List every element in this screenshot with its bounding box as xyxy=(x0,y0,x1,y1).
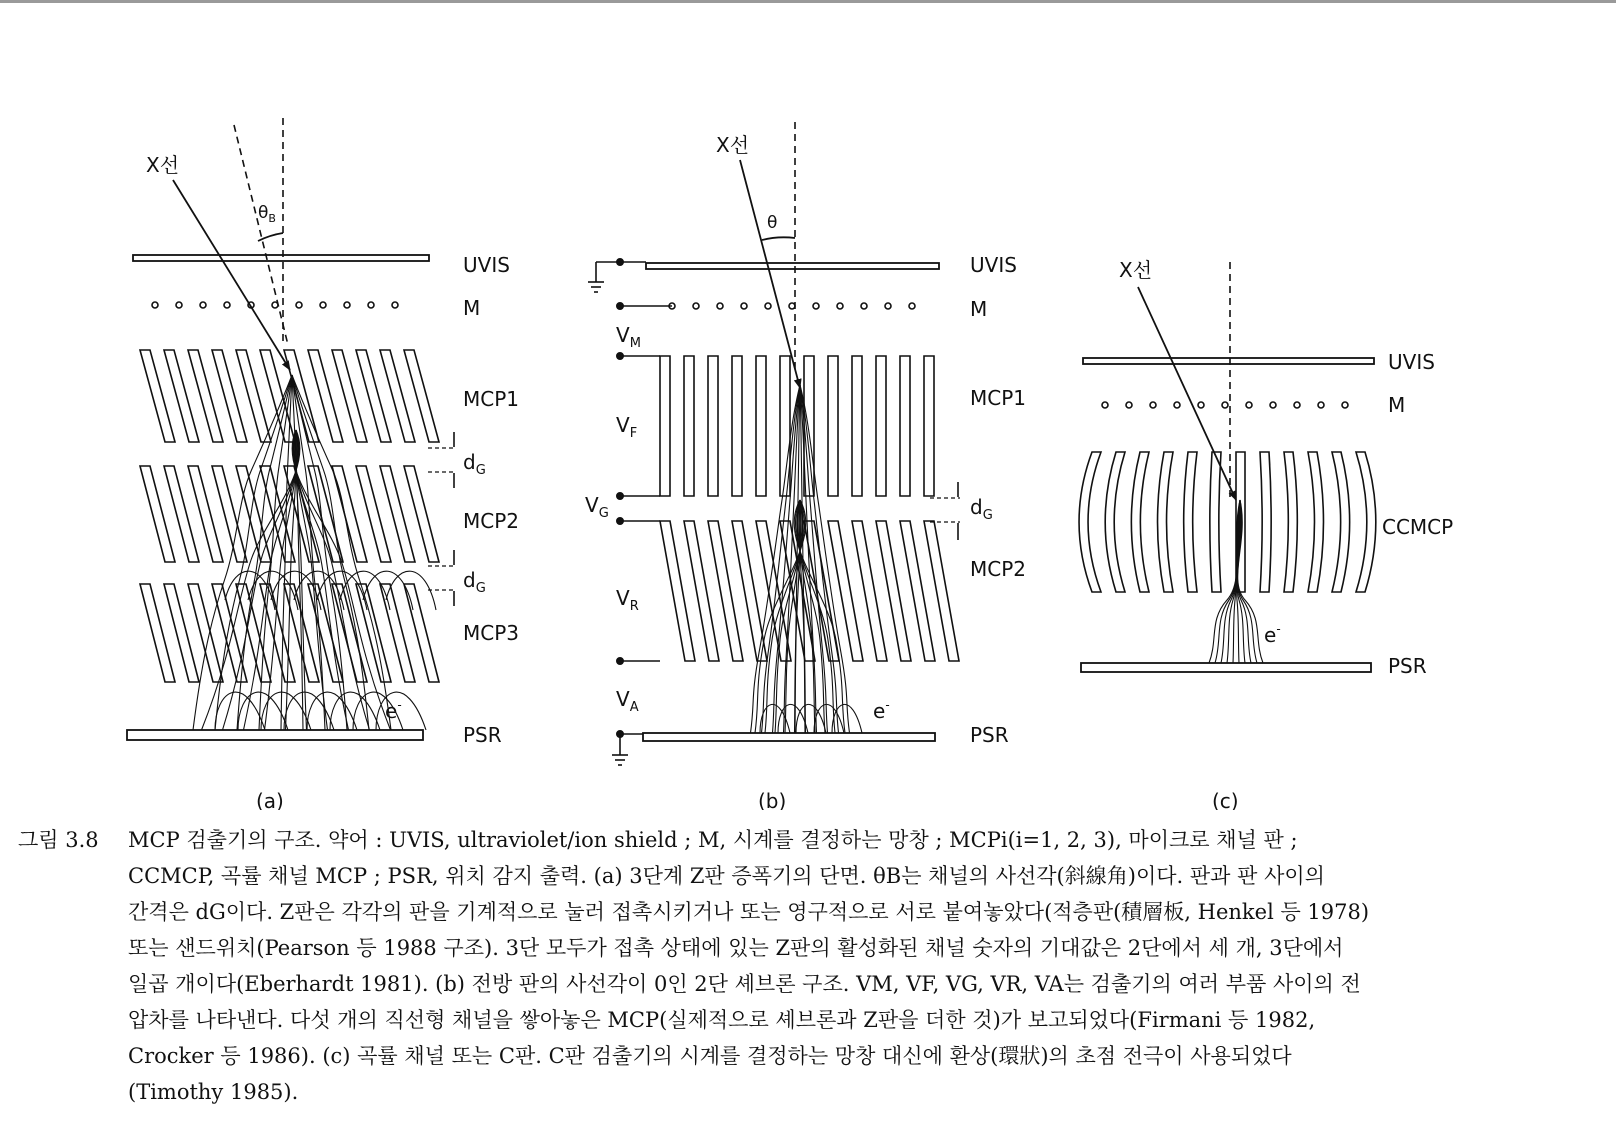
caption-line: 간격은 dG이다. Z판은 각각의 판을 기계적으로 눌러 접촉시키거나 또는 영구적으로 서로 붙여놓았다(적층판(積層板, Henkel 등 1978) xyxy=(128,900,1370,924)
channel-wall xyxy=(876,521,911,661)
panel-b-vg-label: $V_G$ xyxy=(585,493,609,521)
panel-b-dg-label: $d_G$ xyxy=(970,495,993,523)
panel-b-mcp2-label: MCP2 xyxy=(970,557,1027,581)
curved-channel-wall xyxy=(1332,452,1350,592)
channel-wall xyxy=(140,466,175,562)
panel-a-uvis-plate xyxy=(133,255,429,261)
mesh-dot xyxy=(837,303,843,309)
curved-channel-wall xyxy=(1356,452,1376,592)
channel-wall xyxy=(308,350,343,442)
mesh-dot xyxy=(717,303,723,309)
panel-a-electron-cascade xyxy=(193,375,436,730)
panel-c-labels xyxy=(1119,258,1453,810)
mesh-dot xyxy=(1198,402,1204,408)
channel-wall xyxy=(188,584,223,682)
panel-a-m-label: M xyxy=(463,296,481,320)
channel-wall xyxy=(828,521,863,661)
channel-wall xyxy=(236,350,271,442)
channel-wall xyxy=(684,521,719,661)
channel-wall xyxy=(756,356,766,496)
channel-wall xyxy=(236,584,271,682)
panel-c-xray-label: X선 xyxy=(1119,258,1153,282)
panel-a-uvis-label: UVIS xyxy=(463,253,510,277)
panel-c-ccmcp-channels xyxy=(1079,452,1376,592)
channel-wall xyxy=(188,350,223,442)
mesh-dot xyxy=(693,303,699,309)
channel-wall xyxy=(404,584,439,682)
panel-b-psr-plate xyxy=(643,733,935,741)
electron-path xyxy=(317,571,367,610)
curved-channel-wall xyxy=(1308,452,1323,592)
channel-wall xyxy=(164,350,199,442)
panel-b-uvis-label: UVIS xyxy=(970,253,1017,277)
panel-a-xray-line xyxy=(173,180,290,370)
curved-channel-wall xyxy=(1184,452,1197,592)
panel-c-psr-label: PSR xyxy=(1388,654,1427,678)
panel-b-va-label: $V_A$ xyxy=(616,687,639,715)
panel-a xyxy=(127,118,455,740)
caption-line: 또는 샌드위치(Pearson 등 1988 구조). 3단 모두가 접촉 상태에 있는 Z판의 활성화된 채널 숫자의 기대값은 2단에서 세 개, 3단에서 xyxy=(128,936,1344,960)
channel-wall xyxy=(924,521,959,661)
panel-a-dg1-label: $d_G$ xyxy=(463,450,486,478)
channel-wall xyxy=(380,350,415,442)
panel-a-mcp2-label: MCP2 xyxy=(463,509,520,533)
panel-b-psr-label: PSR xyxy=(970,723,1009,747)
caption-line: MCP 검출기의 구조. 약어 : UVIS, ultraviolet/ion shield ; M, 시계를 결정하는 망창 ; MCPi(i=1, 2, 3), 마이크로 채널 판 ; xyxy=(128,828,1298,852)
channel-wall xyxy=(900,356,910,496)
mesh-dot xyxy=(1150,402,1156,408)
curved-channel-wall xyxy=(1131,452,1149,592)
mesh-dot xyxy=(1174,402,1180,408)
panel-a-channel-axis-line xyxy=(234,125,288,345)
electron-path xyxy=(814,704,844,733)
mesh-dot xyxy=(741,303,747,309)
panel-c xyxy=(1079,262,1376,672)
curved-channel-wall xyxy=(1105,452,1125,592)
caption-body xyxy=(128,822,1578,1110)
mesh-dot xyxy=(1102,402,1108,408)
caption-label: 그림 3.8 xyxy=(18,828,99,852)
channel-wall xyxy=(804,356,814,496)
electron-path xyxy=(292,375,325,730)
panel-b-theta-arc xyxy=(762,237,795,240)
panel-c-ccmcp-label: CCMCP xyxy=(1382,515,1454,539)
mesh-dot xyxy=(320,302,326,308)
mesh-dot xyxy=(1222,402,1228,408)
channel-wall xyxy=(212,466,247,562)
mesh-dot xyxy=(296,302,302,308)
channel-wall xyxy=(332,350,367,442)
channel-wall xyxy=(708,356,718,496)
channel-wall xyxy=(380,466,415,562)
caption-line: 압차를 나타낸다. 다섯 개의 직선형 채널을 쌓아놓은 MCP(실제적으로 셰브론과 Z판을 더한 것)가 보고되었다(Firmani 등 1982, xyxy=(128,1008,1316,1032)
channel-wall xyxy=(828,356,838,496)
channel-wall xyxy=(684,356,694,496)
channel-wall xyxy=(140,584,175,682)
panel-c-sublabel: (c) xyxy=(1212,789,1239,810)
panel-b-sublabel: (b) xyxy=(758,789,787,810)
mesh-dot xyxy=(765,303,771,309)
channel-wall xyxy=(708,521,743,661)
panel-a-psr-plate xyxy=(127,730,423,740)
caption-line: CCMCP, 곡률 채널 MCP ; PSR, 위치 감지 출력. (a) 3단계 Z판 증폭기의 단면. θB는 채널의 사선각(斜線角)이다. 판과 판 사이의 xyxy=(128,864,1325,888)
panel-a-dg2-label: $d_G$ xyxy=(463,568,486,596)
panel-a-sublabel: (a) xyxy=(256,789,284,810)
panel-b-vr-label: $V_R$ xyxy=(616,586,639,614)
mesh-dot xyxy=(1270,402,1276,408)
panel-a-mesh-dots xyxy=(152,302,398,308)
mesh-dot xyxy=(224,302,230,308)
panel-c-electron-label: e- xyxy=(1264,622,1281,647)
panel-b-vf-label: $V_F$ xyxy=(616,413,638,441)
curved-channel-wall xyxy=(1210,452,1221,592)
channel-wall xyxy=(188,466,223,562)
channel-wall xyxy=(140,350,175,442)
mesh-dot xyxy=(789,303,795,309)
channel-wall xyxy=(660,356,670,496)
mesh-dot xyxy=(1318,402,1324,408)
panel-b-electron-label: e- xyxy=(873,698,890,723)
panel-b-uvis-plate xyxy=(646,263,939,269)
channel-wall xyxy=(404,350,439,442)
panel-a-mcp3-label: MCP3 xyxy=(463,621,520,645)
caption-line: Crocker 등 1986). (c) 곡률 채널 또는 C판. C판 검출기의 시계를 결정하는 망창 대신에 환상(環狀)의 초점 전극이 사용되었다 xyxy=(128,1044,1292,1068)
channel-wall xyxy=(164,466,199,562)
panel-a-xray-label: X선 xyxy=(146,153,180,177)
channel-wall xyxy=(876,356,886,496)
panel-c-uvis-plate xyxy=(1083,358,1374,364)
panel-a-mcp1-label: MCP1 xyxy=(463,387,520,411)
panel-b-vm-label: $V_M$ xyxy=(616,323,641,351)
panel-b-mcp1-label: MCP1 xyxy=(970,386,1027,410)
channel-wall xyxy=(164,584,199,682)
panel-b-xray-label: X선 xyxy=(716,133,750,157)
channel-wall xyxy=(660,521,695,661)
panel-a-psr-label: PSR xyxy=(463,723,502,747)
channel-wall xyxy=(900,521,935,661)
panel-a-electron-label: e- xyxy=(385,698,402,723)
mesh-dot xyxy=(1342,402,1348,408)
channel-wall xyxy=(924,356,934,496)
channel-wall xyxy=(732,356,742,496)
panel-b-m-label: M xyxy=(970,297,988,321)
mesh-dot xyxy=(344,302,350,308)
mesh-dot xyxy=(200,302,206,308)
curved-channel-wall xyxy=(1158,452,1173,592)
mesh-dot xyxy=(152,302,158,308)
channel-wall xyxy=(212,584,247,682)
mesh-dot xyxy=(1294,402,1300,408)
panel-a-mcp2-channels xyxy=(140,466,439,562)
mesh-dot xyxy=(813,303,819,309)
mesh-dot xyxy=(392,302,398,308)
channel-wall xyxy=(852,521,887,661)
electron-path xyxy=(202,430,300,730)
mesh-dot xyxy=(909,303,915,309)
caption-line: 일곱 개이다(Eberhardt 1981). (b) 전방 판의 사선각이 0인 2단 셰브론 구조. VM, VF, VG, VR, VA는 검출기의 여러 부품 사이의 전 xyxy=(128,972,1361,996)
channel-wall xyxy=(852,356,862,496)
mesh-dot xyxy=(861,303,867,309)
channel-wall xyxy=(212,350,247,442)
channel-wall xyxy=(332,466,367,562)
curved-channel-wall xyxy=(1260,452,1271,592)
mesh-dot xyxy=(368,302,374,308)
panel-b-mesh-dots xyxy=(669,303,915,309)
channel-wall xyxy=(236,466,271,562)
mesh-dot xyxy=(1126,402,1132,408)
mesh-dot xyxy=(885,303,891,309)
panel-a-dg-markers xyxy=(428,448,455,590)
curved-channel-wall xyxy=(1284,452,1297,592)
panel-c-uvis-label: UVIS xyxy=(1388,350,1435,374)
mesh-dot xyxy=(272,302,278,308)
panel-b-xray-line xyxy=(740,160,800,388)
panel-c-psr-plate xyxy=(1081,663,1371,672)
panel-a-theta-arc xyxy=(258,233,283,241)
electron-path xyxy=(778,704,808,733)
mesh-dot xyxy=(1246,402,1252,408)
electron-path xyxy=(292,430,390,730)
panel-a-theta-label: $\theta_B$ xyxy=(258,203,276,225)
caption-line: (Timothy 1985). xyxy=(128,1080,299,1104)
panel-b-dg-markers xyxy=(930,498,960,522)
electron-path xyxy=(796,704,826,733)
panel-b-theta-label: θ xyxy=(767,213,778,233)
channel-wall xyxy=(356,466,391,562)
panel-c-m-label: M xyxy=(1388,393,1406,417)
curved-channel-wall xyxy=(1079,452,1101,592)
mesh-dot xyxy=(176,302,182,308)
panel-c-mesh-dots xyxy=(1102,402,1348,408)
channel-wall xyxy=(356,350,391,442)
channel-wall xyxy=(404,466,439,562)
